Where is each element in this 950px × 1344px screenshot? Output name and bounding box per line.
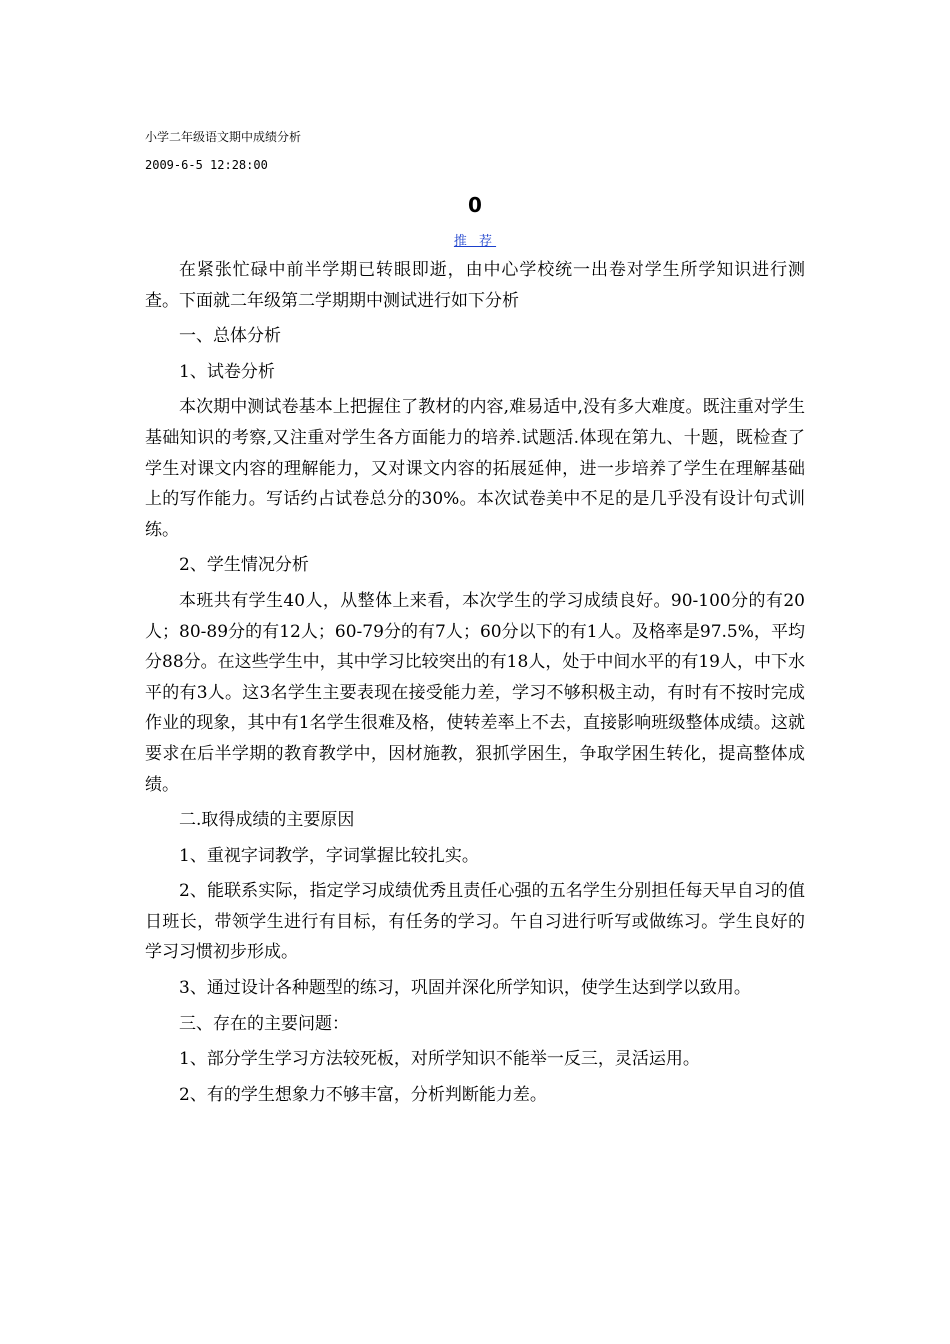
heading-problems: 三、存在的主要问题： <box>179 1013 349 1034</box>
article-date: 2009-6-5 12:28:00 <box>145 158 268 172</box>
list-item-reason-2: 2、能联系实际，指定学习成绩优秀且责任心强的五名学生分别担任每天早自习的值日班长，带领学生进行有目标，有任务的学习。午自习进行听写或做练习。学生良好的学习习惯初步形成。 <box>145 881 805 963</box>
recommend-row <box>0 234 950 250</box>
paragraph-paper-analysis: 本次期中测试卷基本上把握住了教材的内容,难易适中,没有多大难度。既注重对学生基础知识的考察,又注重对学生各方面能力的培养.试题活.体现在第九、十题，既检查了学生对课文内容的理解能力，又对课文内容的拓展延伸，进一步培养了学生在理解基础上的写作能力。写话约占试卷总分的30%。本次试卷美中不足的是几乎没有设计句式训练。 <box>145 397 805 540</box>
heading-student-analysis: 2、学生情况分析 <box>179 555 309 576</box>
recommend-count: 0 <box>468 193 482 217</box>
heading-paper-analysis: 1、试卷分析 <box>179 361 275 382</box>
article-body <box>145 255 805 1115</box>
list-item-problem-1: 1、部分学生学习方法较死板，对所学知识不能举一反三，灵活运用。 <box>179 1049 700 1070</box>
list-item-problem-2: 2、有的学生想象力不够丰富，分析判断能力差。 <box>179 1084 547 1105</box>
list-item-reason-1: 1、重视字词教学，字词掌握比较扎实。 <box>179 845 479 866</box>
paragraph-intro: 在紧张忙碌中前半学期已转眼即逝，由中心学校统一出卷对学生所学知识进行测查。下面就二年级第二学期期中测试进行如下分析 <box>145 260 805 311</box>
recommend-link[interactable]: 推 荐 <box>453 234 497 249</box>
heading-reasons: 二.取得成绩的主要原因 <box>179 810 355 831</box>
list-item-reason-3: 3、通过设计各种题型的练习，巩固并深化所学知识，使学生达到学以致用。 <box>179 978 751 999</box>
paragraph-student-analysis: 本班共有学生40人，从整体上来看，本次学生的学习成绩良好。90-100分的有20人；80-89分的有12人；60-79分的有7人；60分以下的有1人。及格率是97.5%，平均分88分。在这些学生中，其中学习比较突出的有18人，处于中间水平的有19人，中下水平的有3人。这3名学生主要表现在接受能力差，学习不够积极主动，有时有不按时完成作业的现象，其中有1名学生很难及格，使转差率上不去，直接影响班级整体成绩。这就要求在后半学期的教育教学中，因材施教，狠抓学困生，争取学困生转化，提高整体成绩。 <box>145 590 805 795</box>
article-title: 小学二年级语文期中成绩分析 <box>145 130 302 144</box>
heading-overall-analysis: 一、总体分析 <box>179 326 281 347</box>
